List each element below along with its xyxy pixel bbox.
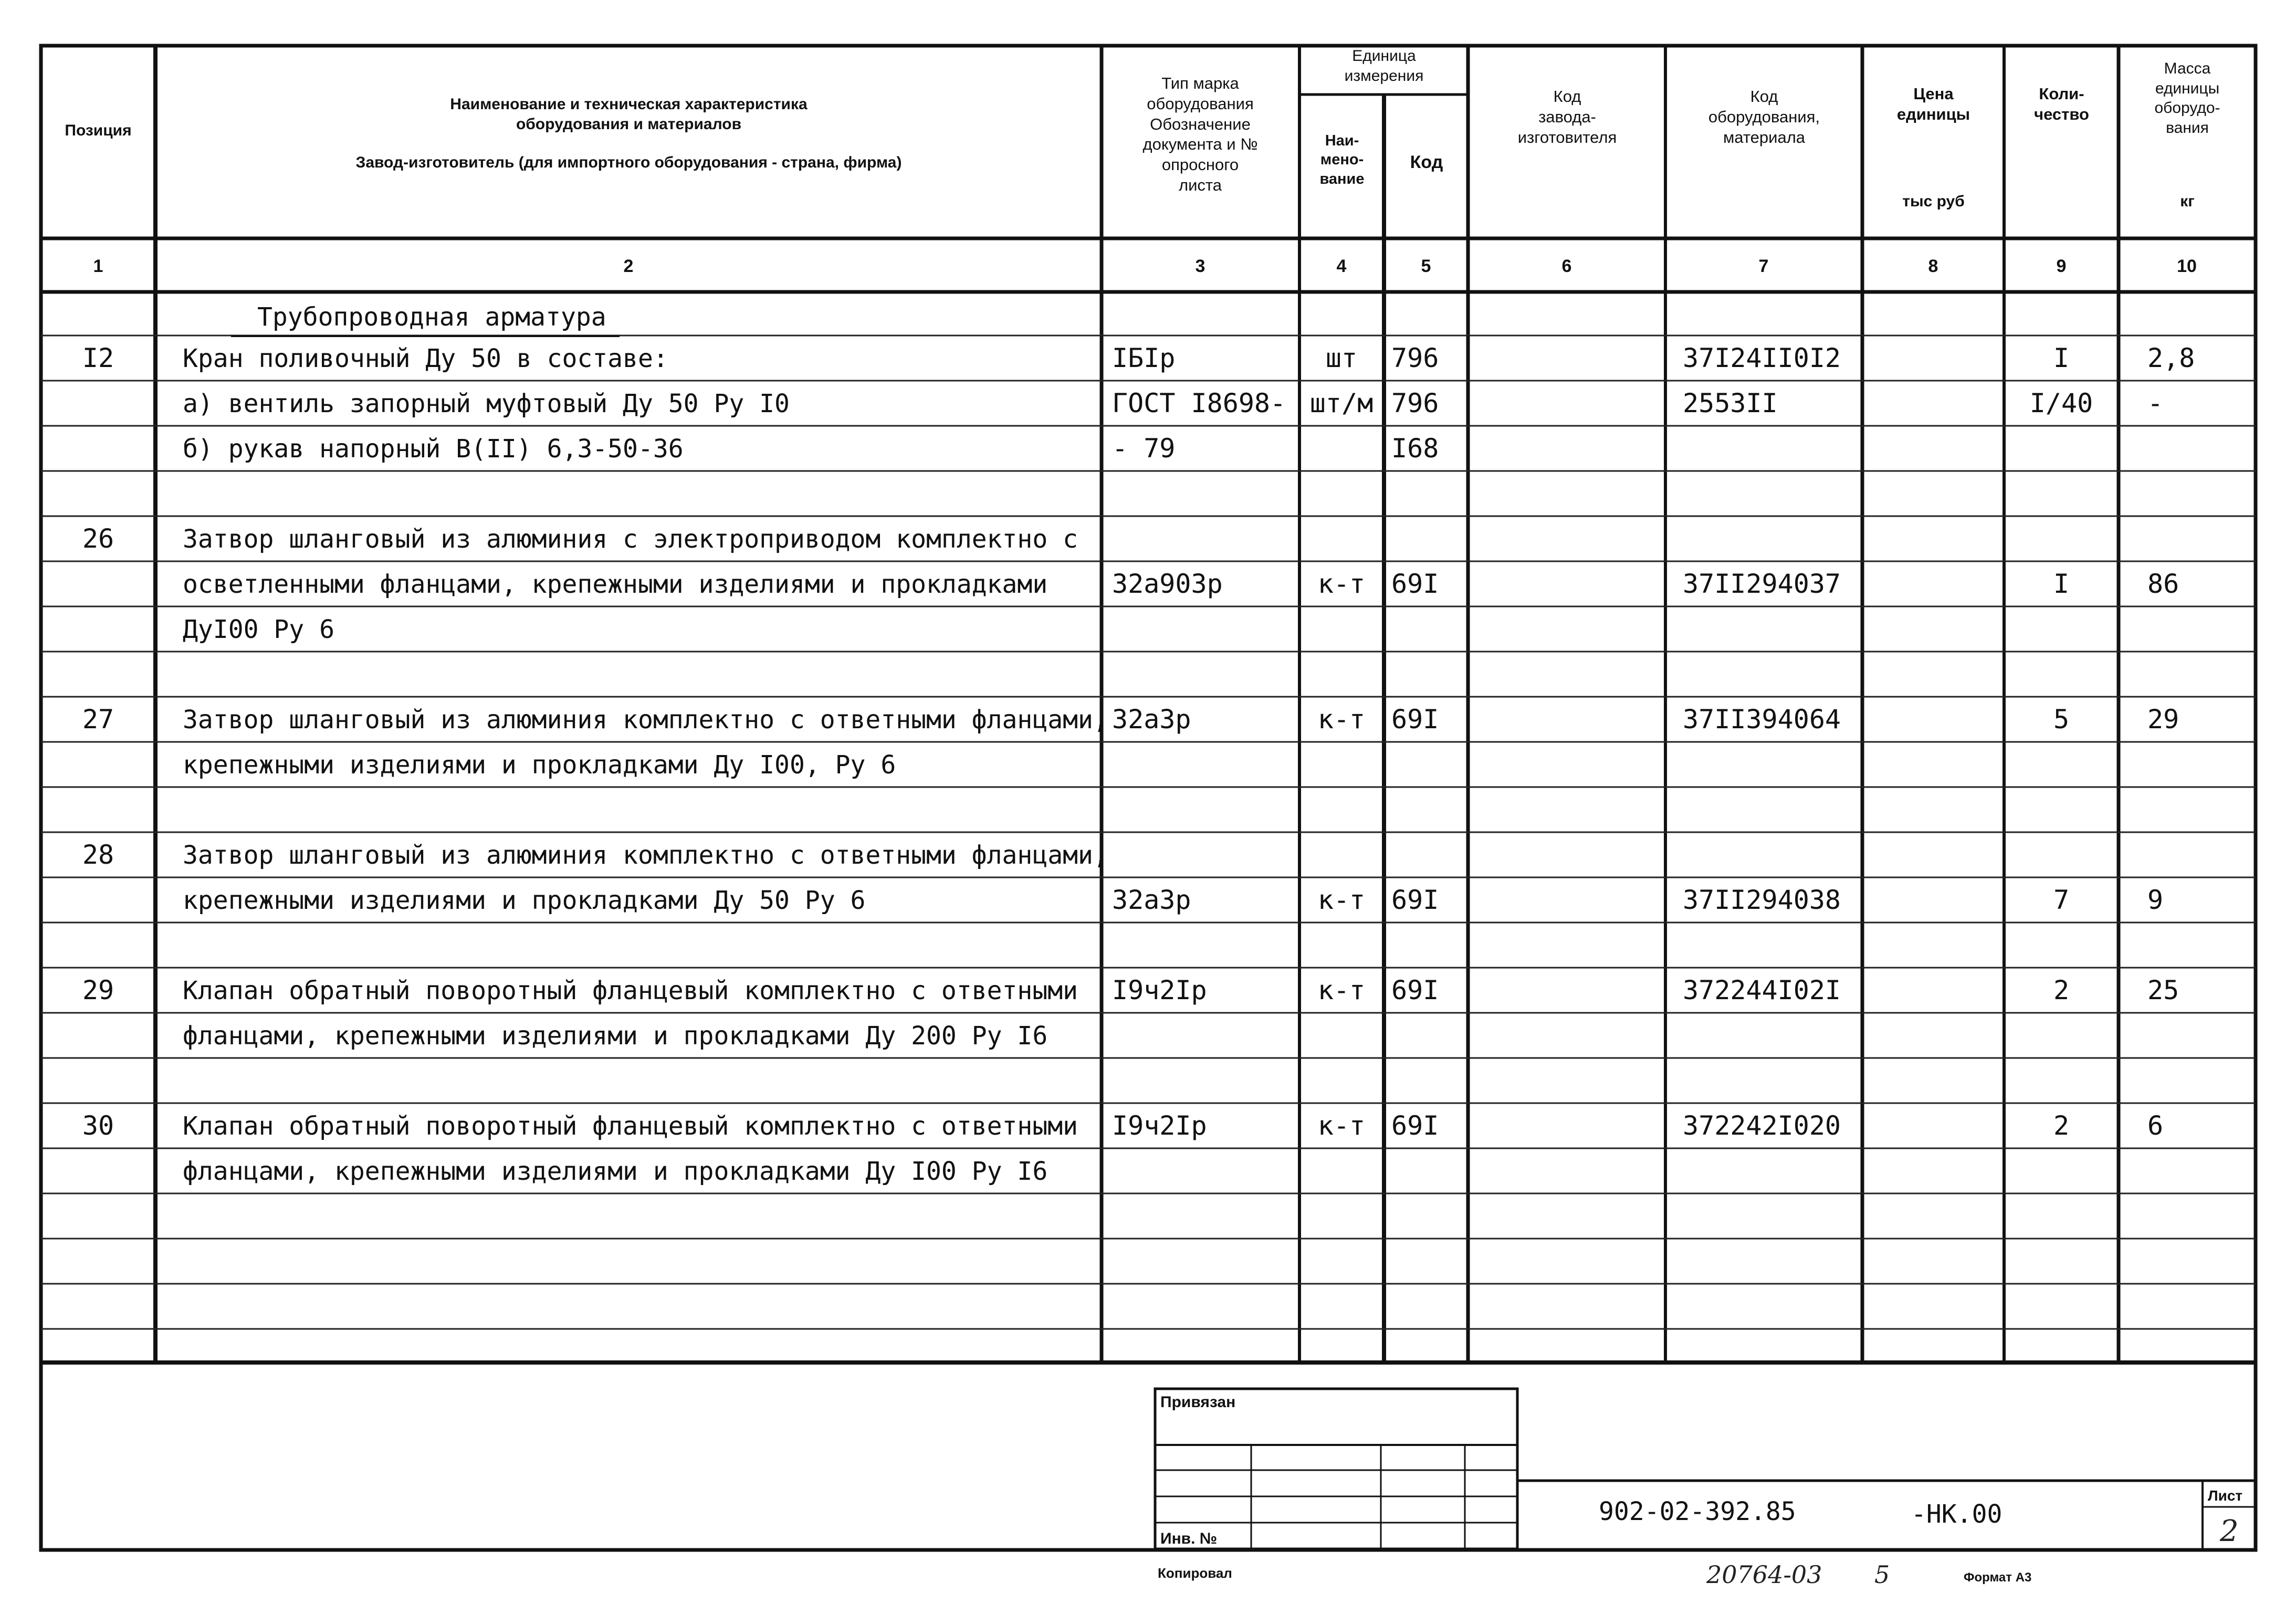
cell-quantity: I/40 bbox=[2029, 388, 2093, 418]
cell-mass: 6 bbox=[2147, 1110, 2164, 1141]
cell-quantity: 2 bbox=[2053, 1110, 2070, 1141]
cell-unit-code: I68 bbox=[1391, 433, 1439, 464]
cell-description: а) вентиль запорный муфтовый Ду 50 Ру I0 bbox=[183, 389, 790, 418]
header-name-line1: Наименование и техническая характеристика bbox=[450, 96, 808, 113]
column-number: 9 bbox=[2056, 256, 2067, 276]
cell-type-brand: 32а3р bbox=[1112, 885, 1191, 915]
cell-unit-code: 69I bbox=[1391, 975, 1439, 1005]
cell-quantity: 5 bbox=[2053, 704, 2070, 735]
document-code: 902-02-392.85 bbox=[1599, 1497, 1796, 1526]
table-row bbox=[82, 1110, 2163, 1141]
cell-type-brand: ГОСТ I8698- bbox=[1112, 388, 1286, 418]
cell-unit-code: 796 bbox=[1391, 343, 1439, 373]
cell-material-code: 2553II bbox=[1683, 388, 1778, 418]
column-number: 5 bbox=[1421, 256, 1431, 276]
header-name-line2: оборудования и материалов bbox=[516, 115, 742, 133]
table-row bbox=[183, 615, 334, 644]
cell-type-brand: IБIр bbox=[1112, 343, 1176, 373]
format-label: Формат А3 bbox=[1964, 1570, 2032, 1585]
cell-mass: 9 bbox=[2147, 885, 2164, 915]
table-row bbox=[82, 523, 1078, 554]
copied-label: Копировал bbox=[1158, 1565, 1232, 1581]
cell-material-code: 372244I02I bbox=[1683, 975, 1841, 1005]
cell-description: Затвор шланговый из алюминия комплектно с ответными фланцами, bbox=[183, 841, 1108, 870]
cell-description: Затвор шланговый из алюминия комплектно с ответными фланцами, bbox=[183, 705, 1108, 735]
header-unit-code: Код bbox=[1410, 152, 1443, 172]
cell-description: Кран поливочный Ду 50 в составе: bbox=[183, 344, 668, 373]
header-type-brand: Тип марка оборудования Обозначение документа и № опросного листа bbox=[1142, 74, 1258, 194]
header-unit-group: Единица измерения bbox=[1344, 47, 1424, 85]
cell-unit-name: к-т bbox=[1317, 885, 1366, 915]
cell-mass: 25 bbox=[2147, 975, 2179, 1005]
cell-mass: 29 bbox=[2147, 704, 2179, 735]
sheet-number: 2 bbox=[2220, 1514, 2239, 1548]
cell-position: 27 bbox=[82, 704, 114, 735]
column-number: 8 bbox=[1928, 256, 1938, 276]
cell-type-brand: I9ч2Iр bbox=[1112, 975, 1207, 1005]
cell-unit-name: к-т bbox=[1317, 704, 1366, 735]
handwritten-order-number: 20764-03 bbox=[1706, 1560, 1822, 1589]
column-number: 4 bbox=[1336, 256, 1347, 276]
table-row bbox=[82, 704, 2179, 735]
cell-type-brand: - 79 bbox=[1112, 433, 1176, 464]
cell-unit-code: 796 bbox=[1391, 388, 1439, 418]
header-unit-name: Наи- мено- вание bbox=[1319, 132, 1365, 187]
cell-unit-code: 69I bbox=[1391, 1110, 1439, 1141]
table-row bbox=[183, 388, 2163, 418]
document-suffix: -НК.00 bbox=[1911, 1500, 2003, 1529]
cell-unit-code: 69I bbox=[1391, 569, 1439, 599]
cell-description: крепежными изделиями и прокладками Ду I00, Ру 6 bbox=[183, 750, 896, 780]
cell-position: 29 bbox=[82, 975, 114, 1005]
header-unit-mass: Масса единицы оборудо- вания bbox=[2154, 60, 2220, 137]
cell-position: 30 bbox=[82, 1110, 114, 1141]
cell-position: 26 bbox=[82, 523, 114, 554]
cell-material-code: 37II294037 bbox=[1683, 569, 1841, 599]
cell-position: 28 bbox=[82, 840, 114, 870]
handwritten-digit: 5 bbox=[1874, 1560, 1890, 1589]
header-position: Позиция bbox=[65, 122, 132, 139]
cell-material-code: 37II294038 bbox=[1683, 885, 1841, 915]
column-number: 1 bbox=[93, 256, 103, 276]
cell-unit-name: шт bbox=[1325, 343, 1358, 373]
column-number: 2 bbox=[623, 256, 634, 276]
cell-unit-name: к-т bbox=[1317, 1110, 1366, 1141]
cell-unit-code: 69I bbox=[1391, 704, 1439, 735]
header-material-code: Код оборудования, материала bbox=[1708, 87, 1820, 146]
cell-type-brand: 32а3р bbox=[1112, 704, 1191, 735]
cell-unit-name: к-т bbox=[1317, 975, 1366, 1005]
cell-description: Клапан обратный поворотный фланцевый комплектно с ответными bbox=[183, 1112, 1078, 1141]
column-number: 10 bbox=[2177, 256, 2197, 276]
column-number: 7 bbox=[1758, 256, 1769, 276]
cell-material-code: 37I24II0I2 bbox=[1683, 343, 1841, 373]
cell-quantity: I bbox=[2053, 569, 2070, 599]
table-row bbox=[183, 433, 1439, 464]
cell-unit-name: к-т bbox=[1317, 569, 1366, 599]
cell-quantity: 2 bbox=[2053, 975, 2070, 1005]
table-frame bbox=[41, 46, 2256, 1550]
cell-position: I2 bbox=[82, 343, 114, 373]
header-price-unit: тыс руб bbox=[1902, 193, 1965, 210]
table-row bbox=[82, 343, 2195, 373]
column-numbers-row bbox=[93, 256, 2197, 276]
cell-unit-code: 69I bbox=[1391, 885, 1439, 915]
table-row bbox=[183, 885, 2163, 915]
cell-description: фланцами, крепежными изделиями и прокладками Ду 200 Ру I6 bbox=[183, 1021, 1048, 1051]
table-row bbox=[183, 1157, 1047, 1186]
cell-material-code: 372242I020 bbox=[1683, 1110, 1841, 1141]
cell-mass: - bbox=[2147, 388, 2164, 418]
header-quantity: Коли- чество bbox=[2034, 85, 2089, 123]
header-mass-unit: кг bbox=[2180, 193, 2195, 210]
cell-description: крепежными изделиями и прокладками Ду 50 Ру 6 bbox=[183, 886, 866, 915]
sheet-label: Лист bbox=[2208, 1487, 2243, 1504]
cell-description: ДуI00 Ру 6 bbox=[183, 615, 334, 644]
table-row bbox=[183, 1021, 1047, 1051]
cell-description: фланцами, крепежными изделиями и прокладками Ду I00 Ру I6 bbox=[183, 1157, 1048, 1186]
cell-material-code: 37II394064 bbox=[1683, 704, 1841, 735]
cell-description: Затвор шланговый из алюминия с электроприводом комплектно с bbox=[183, 525, 1078, 554]
cell-description: б) рукав напорный В(II) 6,3-50-36 bbox=[183, 434, 684, 464]
cell-description: Клапан обратный поворотный фланцевый комплектно с ответными bbox=[183, 976, 1078, 1005]
cell-mass: 2,8 bbox=[2147, 343, 2195, 373]
column-number: 3 bbox=[1195, 256, 1205, 276]
cell-type-brand: I9ч2Iр bbox=[1112, 1110, 1207, 1141]
cell-type-brand: 32а903р bbox=[1112, 569, 1223, 599]
section-title: Трубопроводная арматура bbox=[257, 302, 606, 332]
table-body bbox=[82, 343, 2195, 1186]
header-manufacturer: Завод-изготовитель (для импортного оборудования - страна, фирма) bbox=[355, 154, 902, 171]
table-row bbox=[183, 750, 896, 780]
table-row bbox=[82, 975, 2179, 1005]
cell-quantity: 7 bbox=[2053, 885, 2070, 915]
cell-quantity: I bbox=[2053, 343, 2070, 373]
column-number: 6 bbox=[1561, 256, 1572, 276]
header-factory-code: Код завода- изготовителя bbox=[1517, 87, 1617, 146]
table-row bbox=[82, 840, 1108, 870]
cell-description: осветленными фланцами, крепежными изделиями и прокладками bbox=[183, 570, 1048, 599]
cell-mass: 86 bbox=[2147, 569, 2179, 599]
stamp-inventory-label: Инв. № bbox=[1160, 1530, 1218, 1547]
cell-unit-name: шт/м bbox=[1309, 388, 1374, 418]
stamp-attached-label: Привязан bbox=[1160, 1393, 1236, 1411]
table-row bbox=[183, 569, 2179, 599]
header-unit-price: Цена единицы bbox=[1896, 85, 1970, 123]
